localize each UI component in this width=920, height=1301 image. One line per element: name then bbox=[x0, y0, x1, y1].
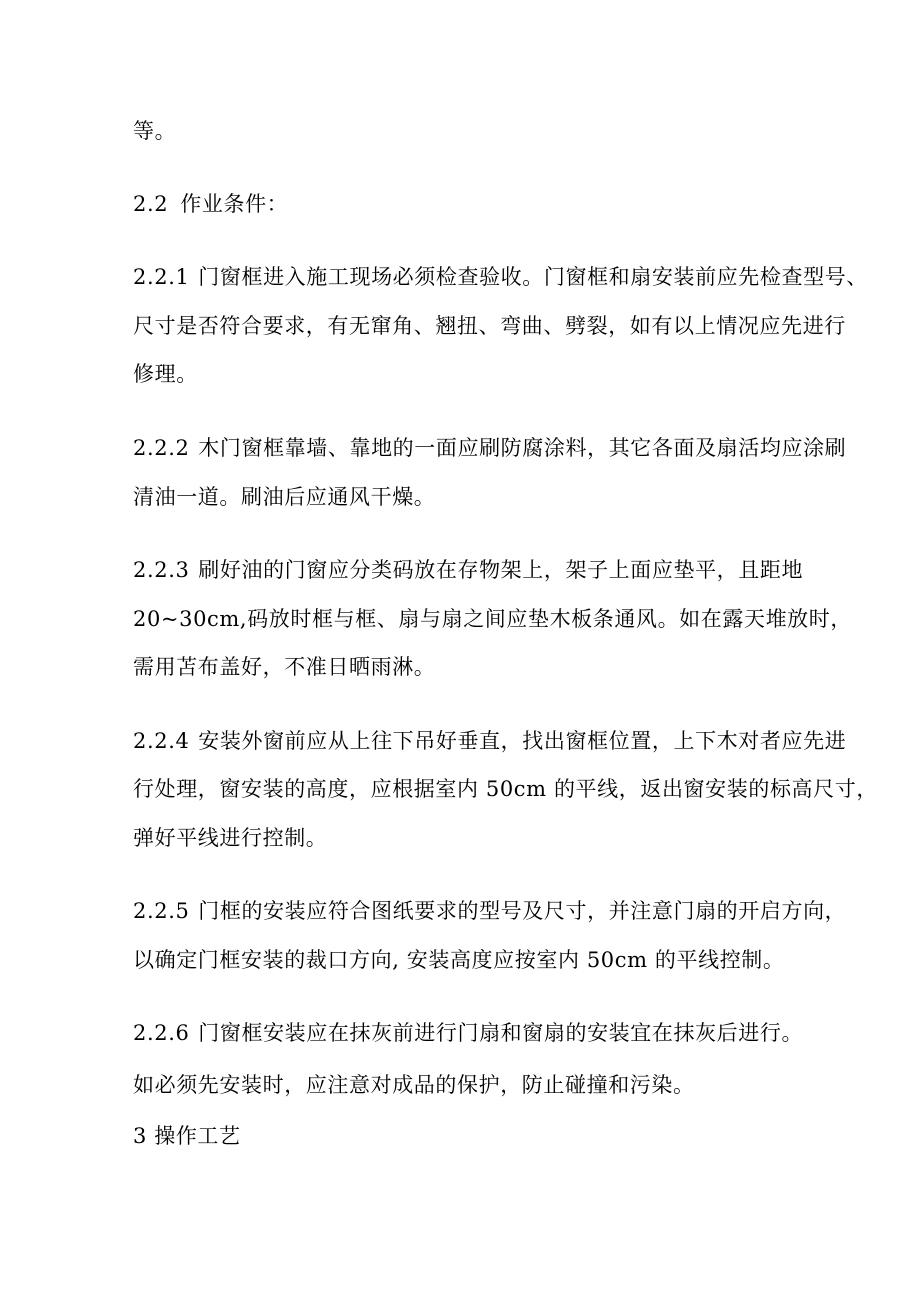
paragraph-2-2-3-line-3 bbox=[133, 654, 435, 680]
line-text: 安装外窗前应从上往下吊好垂直，找出窗框位置，上下木对者应先进 bbox=[198, 729, 847, 753]
line-text: 需用苫布盖好，不准日晒雨淋。 bbox=[133, 655, 436, 679]
section-title: 作业条件： bbox=[180, 192, 289, 216]
paragraph-2-2-1-line-2 bbox=[133, 313, 846, 339]
line-text: 如必须先安装时，应注意对成品的保护，防止碰撞和污染。 bbox=[133, 1073, 695, 1097]
paragraph-2-2-5-line-2 bbox=[133, 947, 785, 973]
paragraph-number: 2.2.6 bbox=[133, 1021, 190, 1045]
paragraph-2-2-5-line-1 bbox=[133, 898, 846, 924]
line-text: 尺寸是否符合要求，有无窜角、翘扭、弯曲、劈裂，如有以上情况应先进行 bbox=[133, 314, 846, 338]
line-text: 以确定门框安装的裁口方向, 安装高度应按室内 50cm 的平线控制。 bbox=[133, 948, 785, 972]
paragraph-number: 2.2.3 bbox=[133, 558, 190, 582]
section-number: 2.2 bbox=[133, 192, 169, 216]
paragraph-2-2-4-line-1 bbox=[133, 728, 846, 754]
section-heading-3 bbox=[133, 1123, 241, 1149]
text-line bbox=[133, 118, 176, 144]
section-title: 3 操作工艺 bbox=[133, 1124, 241, 1148]
paragraph-number: 2.2.1 bbox=[133, 265, 190, 289]
paragraph-number: 2.2.2 bbox=[133, 436, 190, 460]
paragraph-2-2-4-line-3 bbox=[133, 825, 327, 851]
paragraph-2-2-6-line-1 bbox=[133, 1020, 803, 1046]
paragraph-2-2-6-line-2 bbox=[133, 1072, 695, 1098]
line-text: 清油一道。刷油后应通风干燥。 bbox=[133, 485, 436, 509]
line-text: 门框的安装应符合图纸要求的型号及尺寸，并注意门扇的开启方向， bbox=[198, 899, 847, 923]
paragraph-2-2-3-line-1 bbox=[133, 557, 803, 583]
line-text: 等。 bbox=[133, 119, 177, 143]
line-text: 刷好油的门窗应分类码放在存物架上，架子上面应垫平，且距地 bbox=[198, 558, 804, 582]
paragraph-2-2-1-line-1 bbox=[133, 264, 868, 290]
line-text: 行处理，窗安装的高度，应根据室内 50cm 的平线，返出窗安装的标高尺寸， bbox=[133, 777, 878, 801]
line-text: 20~30cm,码放时框与框、扇与扇之间应垫木板条通风。如在露天堆放时， bbox=[133, 607, 852, 631]
paragraph-2-2-2-line-2 bbox=[133, 484, 435, 510]
paragraph-number: 2.2.4 bbox=[133, 729, 190, 753]
paragraph-2-2-4-line-2 bbox=[133, 776, 878, 802]
line-text: 弹好平线进行控制。 bbox=[133, 826, 328, 850]
paragraph-2-2-3-line-2 bbox=[133, 606, 852, 632]
line-text: 修理。 bbox=[133, 362, 198, 386]
line-text: 门窗框安装应在抹灰前进行门扇和窗扇的安装宜在抹灰后进行。 bbox=[198, 1021, 804, 1045]
line-text: 木门窗框靠墙、靠地的一面应刷防腐涂料，其它各面及扇活均应涂刷 bbox=[198, 436, 847, 460]
paragraph-number: 2.2.5 bbox=[133, 899, 190, 923]
paragraph-2-2-1-line-3 bbox=[133, 361, 198, 387]
paragraph-2-2-2-line-1 bbox=[133, 435, 846, 461]
line-text: 门窗框进入施工现场必须检查验收。门窗框和扇安装前应先检查型号、 bbox=[198, 265, 868, 289]
section-heading-2-2 bbox=[133, 191, 288, 217]
